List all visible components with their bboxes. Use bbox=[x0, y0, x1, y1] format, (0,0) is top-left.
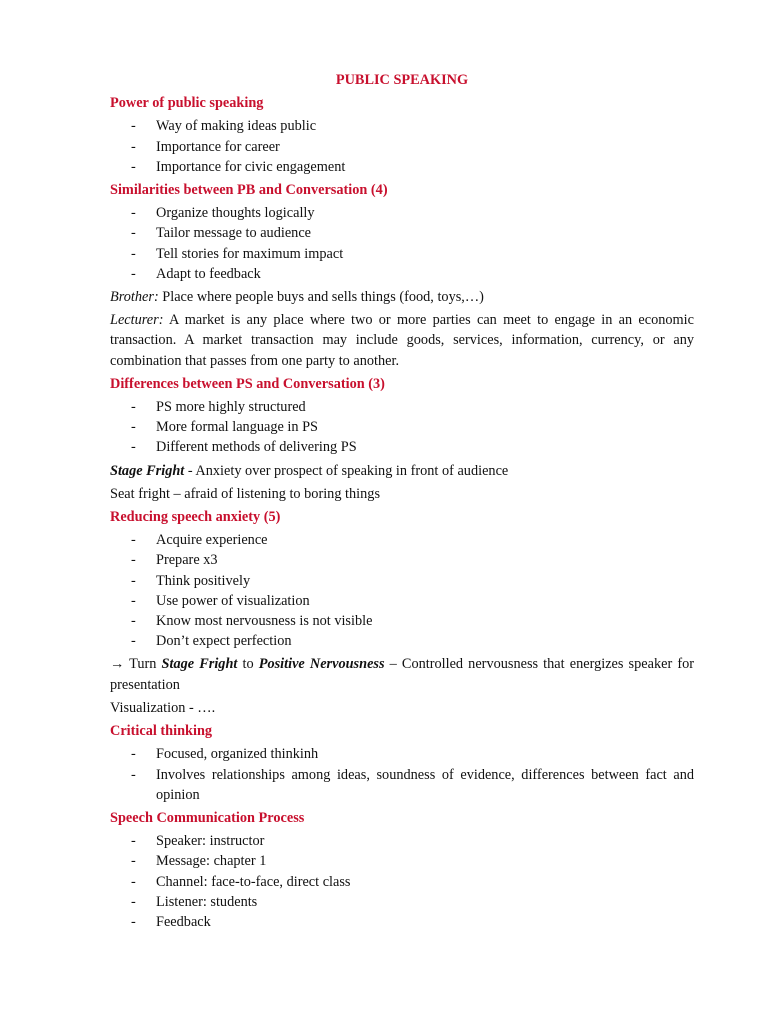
list-item bbox=[110, 397, 694, 417]
list-item bbox=[110, 550, 694, 570]
dash-marker: - bbox=[131, 833, 136, 850]
list-item-text: Tailor message to audience bbox=[156, 225, 312, 242]
list-item-text: Prepare x3 bbox=[156, 552, 218, 569]
to-word: to bbox=[237, 656, 259, 673]
positive-nervousness-term: Positive Nervousness bbox=[258, 656, 385, 673]
list-similarities bbox=[110, 203, 694, 284]
list-item-text: Listener: students bbox=[156, 893, 258, 910]
dash-marker: - bbox=[131, 552, 136, 569]
list-item bbox=[110, 765, 694, 805]
stage-fright-term: Stage Fright bbox=[161, 656, 238, 673]
list-item bbox=[110, 203, 694, 223]
list-item-text: Way of making ideas public bbox=[156, 118, 317, 135]
list-item bbox=[110, 912, 694, 932]
list-item bbox=[110, 264, 694, 284]
list-item-text: Adapt to feedback bbox=[156, 265, 261, 282]
list-item-text: PS more highly structured bbox=[156, 399, 306, 416]
dash-marker: - bbox=[131, 399, 136, 416]
turn-paragraph bbox=[110, 654, 694, 694]
dash-marker: - bbox=[131, 766, 136, 783]
list-item bbox=[110, 116, 694, 136]
brother-paragraph bbox=[110, 287, 694, 307]
list-item-text: Tell stories for maximum impact bbox=[156, 245, 344, 262]
stage-fright-text: - Anxiety over prospect of speaking in front of audience bbox=[184, 462, 509, 479]
dash-marker: - bbox=[131, 532, 136, 549]
dash-marker: - bbox=[131, 419, 136, 436]
dash-marker: - bbox=[131, 873, 136, 890]
dash-marker: - bbox=[131, 205, 136, 222]
list-item bbox=[110, 244, 694, 264]
heading-process: Speech Communication Process bbox=[110, 809, 305, 826]
visualization-paragraph: Visualization - …. bbox=[110, 699, 216, 716]
heading-critical: Critical thinking bbox=[110, 723, 213, 740]
dash-marker: - bbox=[131, 853, 136, 870]
list-item-text: Use power of visualization bbox=[156, 592, 310, 609]
dash-marker: - bbox=[131, 913, 136, 930]
lecturer-text: A market is any place where two or more parties can meet to engage in an economic transaction. A market transaction may include goods, services, information, currency, or any combination that passes from one party to another. bbox=[110, 312, 694, 369]
dash-marker: - bbox=[131, 225, 136, 242]
list-item-text: Feedback bbox=[156, 913, 211, 930]
document-page bbox=[110, 70, 694, 932]
dash-marker: - bbox=[131, 633, 136, 650]
heading-similarities: Similarities between PB and Conversation (4) bbox=[110, 182, 388, 199]
list-critical bbox=[110, 744, 694, 805]
page-title: PUBLIC SPEAKING bbox=[335, 72, 469, 88]
arrow-right-icon: → bbox=[110, 656, 125, 673]
heading-reducing: Reducing speech anxiety (5) bbox=[110, 509, 281, 526]
dash-marker: - bbox=[131, 893, 136, 910]
seat-fright-paragraph: Seat fright – afraid of listening to boring things bbox=[110, 485, 381, 502]
list-item-text: Don’t expect perfection bbox=[156, 633, 292, 650]
dash-marker: - bbox=[131, 613, 136, 630]
list-item bbox=[110, 530, 694, 550]
dash-marker: - bbox=[131, 118, 136, 135]
list-process bbox=[110, 831, 694, 932]
lecturer-paragraph bbox=[110, 310, 694, 371]
list-item bbox=[110, 831, 694, 851]
list-item bbox=[110, 611, 694, 631]
list-item bbox=[110, 591, 694, 611]
heading-differences: Differences between PS and Conversation (3) bbox=[110, 375, 385, 392]
list-item bbox=[110, 137, 694, 157]
dash-marker: - bbox=[131, 592, 136, 609]
dash-marker: - bbox=[131, 158, 136, 175]
list-item bbox=[110, 851, 694, 871]
list-item-text: More formal language in PS bbox=[156, 419, 318, 436]
list-item-text: Organize thoughts logically bbox=[156, 205, 315, 222]
heading-power: Power of public speaking bbox=[110, 95, 264, 112]
list-power bbox=[110, 116, 694, 177]
list-item bbox=[110, 417, 694, 437]
list-item-text: Channel: face-to-face, direct class bbox=[156, 873, 351, 890]
turn-word: Turn bbox=[124, 656, 162, 673]
list-item-text: Know most nervousness is not visible bbox=[156, 613, 373, 630]
list-item-text: Importance for civic engagement bbox=[156, 158, 346, 175]
list-item bbox=[110, 157, 694, 177]
dash-marker: - bbox=[131, 439, 136, 456]
brother-text: Place where people buys and sells things (food, toys,…) bbox=[158, 289, 484, 306]
stage-fright-paragraph bbox=[110, 461, 694, 481]
dash-marker: - bbox=[131, 746, 136, 763]
dash-marker: - bbox=[131, 245, 136, 262]
dash-marker: - bbox=[131, 138, 136, 155]
list-item bbox=[110, 437, 694, 457]
list-item bbox=[110, 631, 694, 651]
list-item bbox=[110, 223, 694, 243]
list-item-text: Speaker: instructor bbox=[156, 833, 265, 850]
list-item bbox=[110, 872, 694, 892]
list-reducing bbox=[110, 530, 694, 651]
list-item-text: Message: chapter 1 bbox=[156, 853, 267, 870]
list-item-text: Involves relationships among ideas, soundness of evidence, differences between fact and opinion bbox=[156, 766, 694, 803]
list-item bbox=[110, 744, 694, 764]
list-item-text: Acquire experience bbox=[156, 532, 268, 549]
dash-marker: - bbox=[131, 572, 136, 589]
brother-label: Brother: bbox=[110, 289, 159, 306]
list-item-text: Importance for career bbox=[156, 138, 280, 155]
list-item bbox=[110, 892, 694, 912]
stage-fright-label: Stage Fright bbox=[110, 462, 185, 479]
list-item-text: Focused, organized thinkinh bbox=[156, 746, 319, 763]
lecturer-label: Lecturer: bbox=[110, 312, 164, 329]
list-differences bbox=[110, 397, 694, 458]
list-item-text: Think positively bbox=[156, 572, 251, 589]
turn-rest: – Controlled nervousness that energizes speaker for presentation bbox=[110, 656, 694, 693]
list-item bbox=[110, 571, 694, 591]
list-item-text: Different methods of delivering PS bbox=[156, 439, 357, 456]
dash-marker: - bbox=[131, 265, 136, 282]
